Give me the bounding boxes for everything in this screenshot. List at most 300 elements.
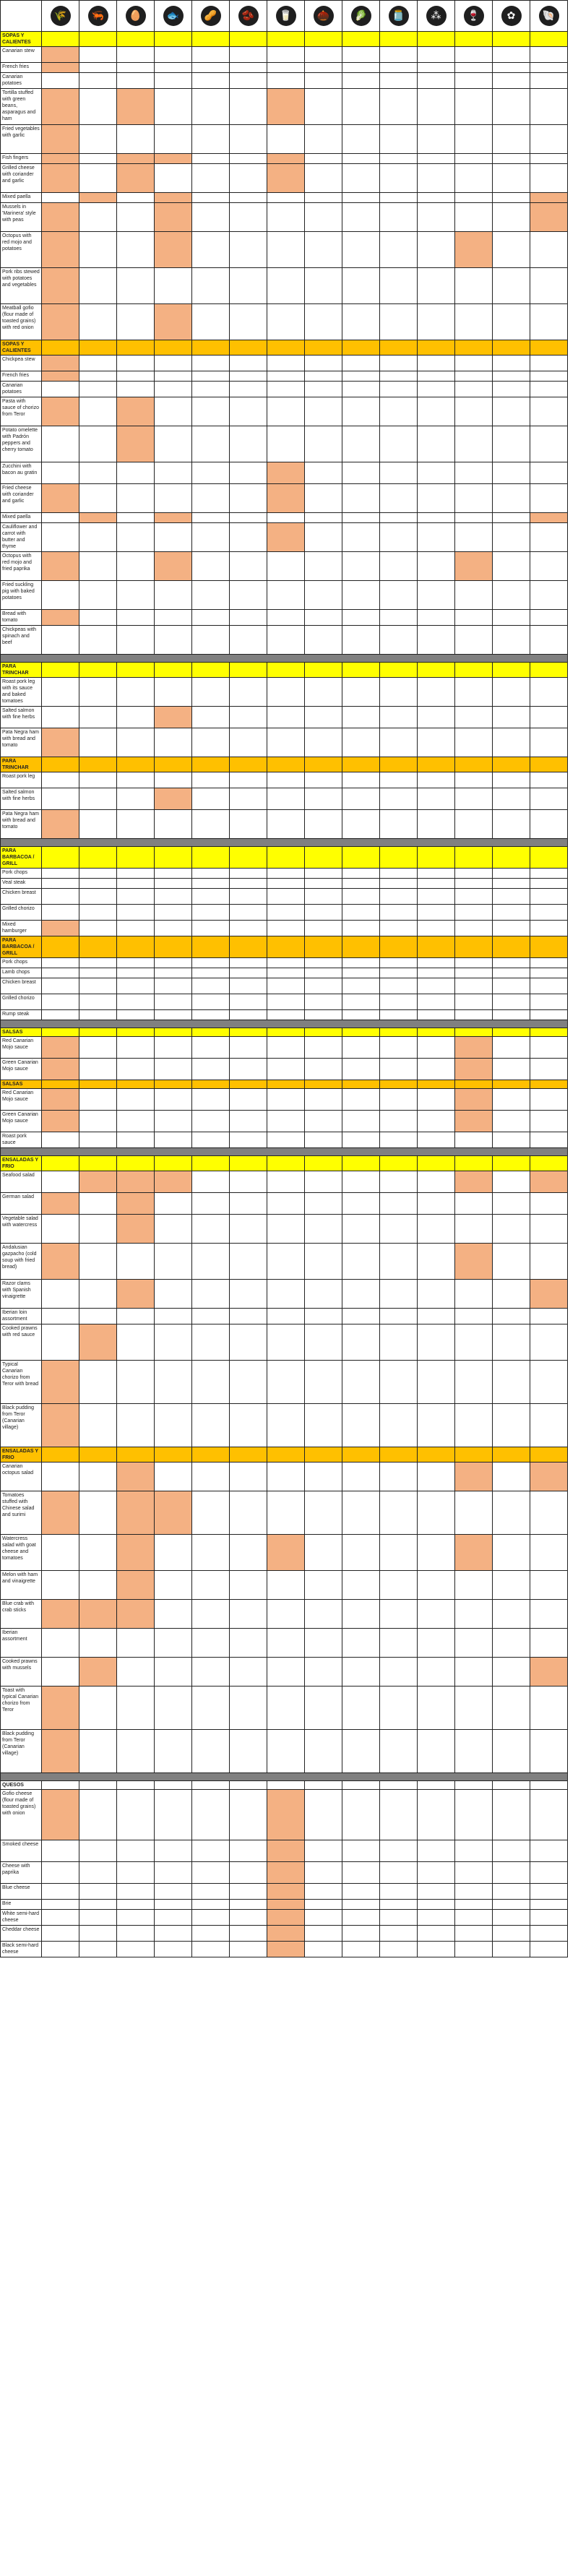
allergen-cell [418,382,455,397]
allergen-cell [342,1790,380,1840]
allergen-cell [305,921,342,936]
table-row [1,1463,568,1491]
allergen-cell [455,73,493,89]
allergen-cell [418,523,455,552]
allergen-cell [342,1571,380,1600]
table-row [1,304,568,340]
allergen-cell [530,47,568,63]
allergen-present-cell [267,462,305,484]
allergen-cell [230,89,267,125]
allergen-cell [418,426,455,462]
allergen-cell [230,1309,267,1324]
allergen-present-cell [42,1089,79,1111]
allergen-cell [117,869,155,879]
allergen-cell [117,921,155,936]
allergen-cell [267,1111,305,1132]
dish-name: Red Canarian Mojo sauce [1,1037,42,1059]
allergen-cell [305,371,342,382]
allergen-cell [305,1926,342,1942]
dish-name: Black pudding from Teror (Canarian village) [1,1730,42,1773]
allergen-cell [418,232,455,268]
dish-name: Lamb chops [1,968,42,978]
allergen-cell [117,371,155,382]
allergen-cell [305,462,342,484]
allergen-cell [230,1463,267,1491]
allergen-cell [530,356,568,371]
allergen-cell [305,1463,342,1491]
allergen-cell [305,1571,342,1600]
allergen-cell [455,382,493,397]
allergen-cell [192,1463,230,1491]
allergen-cell [530,772,568,788]
allergen-cell [230,1010,267,1020]
allergen-cell [342,232,380,268]
section-title: SALSAS [1,1028,42,1037]
allergen-cell [192,426,230,462]
allergen-cell [380,232,418,268]
allergen-present-cell [117,1491,155,1535]
allergen-cell [342,73,380,89]
allergen-cell [155,1910,192,1926]
allergen-cell [530,73,568,89]
allergen-cell [192,626,230,655]
allergen-cell [267,203,305,232]
allergen-cell [418,678,455,707]
allergen-cell [342,164,380,193]
allergen-cell [267,193,305,203]
allergen-present-cell [117,164,155,193]
allergen-cell [155,382,192,397]
allergen-cell [380,1089,418,1111]
allergen-cell [455,1309,493,1324]
table-row [1,1132,568,1148]
allergen-cell [455,1571,493,1600]
allergen-cell [380,1658,418,1687]
section-title: SOPAS Y CALIENTES [1,32,42,47]
allergen-cell [380,193,418,203]
allergen-cell [192,1571,230,1600]
allergen-cell [267,1059,305,1080]
allergen-cell [305,513,342,523]
allergen-cell [530,523,568,552]
allergen-cell [418,1730,455,1773]
allergen-cell [79,304,117,340]
allergen-cell [342,1942,380,1957]
allergen-cell [192,1600,230,1629]
allergen-cell [305,1404,342,1447]
allergen-cell [493,1010,530,1020]
allergen-cell [267,1132,305,1148]
dish-name: Melon with ham and vinaigrette [1,1571,42,1600]
allergen-cell [79,523,117,552]
allergen-cell [79,1404,117,1447]
allergen-cell [117,1926,155,1942]
allergen-cell [493,1884,530,1900]
allergen-cell [79,356,117,371]
allergen-cell [192,1171,230,1193]
allergen-cell [192,232,230,268]
allergen-cell [455,810,493,839]
allergen-cell [530,1629,568,1658]
allergen-present-cell [42,304,79,340]
allergen-cell [155,728,192,757]
allergen-cell [305,1324,342,1361]
allergen-cell [493,1790,530,1840]
allergen-cell [530,626,568,655]
dish-name: Watercress salad with goat cheese and tomatoes [1,1535,42,1571]
allergen-cell [192,1942,230,1957]
allergen-cell [493,678,530,707]
allergen-cell [230,1324,267,1361]
allergen-cell [418,1862,455,1884]
allergen-cell [230,810,267,839]
allergen-cell [155,1193,192,1215]
allergen-cell [117,203,155,232]
allergen-cell [530,154,568,164]
allergen-cell [342,1463,380,1491]
allergen-cell [267,1037,305,1059]
allergen-cell [530,268,568,304]
allergen-cell [155,1037,192,1059]
dish-name: Chickpeas with spinach and beef [1,626,42,655]
allergen-cell [155,63,192,73]
dish-name: Canarian stew [1,47,42,63]
allergen-cell [192,869,230,879]
allergen-present-cell [42,1244,79,1280]
allergen-cell [530,905,568,921]
allergen-cell [530,164,568,193]
dish-name: Tomatoes stuffed with Chinese salad and surimi [1,1491,42,1535]
allergen-cell [230,879,267,889]
allergen-cell [493,523,530,552]
allergen-cell [530,869,568,879]
allergen-cell [455,193,493,203]
allergen-cell [230,1535,267,1571]
allergen-cell [530,707,568,728]
allergen-cell [117,513,155,523]
allergen-cell [117,978,155,994]
section-title: PARA BARBACOA / GRILL [1,847,42,869]
allergen-cell [380,63,418,73]
allergen-cell [230,1840,267,1862]
allergen-cell [530,1790,568,1840]
allergen-cell [493,1910,530,1926]
allergen-present-cell [155,154,192,164]
dish-name: Grilled chorizo [1,905,42,921]
allergen-cell [530,484,568,513]
allergen-cell [418,1111,455,1132]
allergen-cell [455,397,493,426]
allergen-present-cell [155,304,192,340]
dish-name: French fries [1,371,42,382]
allergen-cell [418,304,455,340]
allergen-cell [493,484,530,513]
allergen-cell [380,728,418,757]
allergen-cell [192,73,230,89]
allergen-cell [493,203,530,232]
allergen-cell [42,1884,79,1900]
allergen-cell [267,552,305,581]
allergen-cell [192,1730,230,1773]
allergen-cell [155,1730,192,1773]
allergen-cell [79,889,117,905]
allergen-cell [42,426,79,462]
allergen-cell [305,1037,342,1059]
allergen-cell [42,772,79,788]
table-row [1,1571,568,1600]
allergen-cell [493,968,530,978]
allergen-present-cell [42,1193,79,1215]
allergen-present-cell [42,1730,79,1773]
allergen-cell [267,397,305,426]
allergen-cell [79,1059,117,1080]
allergen-cell [155,610,192,626]
allergen-cell [155,1244,192,1280]
allergen-cell [418,89,455,125]
allergen-cell [267,1491,305,1535]
dish-name: Roast pork leg with its sauce and baked tomatoes [1,678,42,707]
allergen-cell [230,1942,267,1957]
allergen-cell [380,1491,418,1535]
allergen-cell [305,958,342,968]
allergen-cell [230,889,267,905]
allergen-cell [493,905,530,921]
allergen-cell [493,232,530,268]
allergen-cell [305,772,342,788]
allergen-cell [342,772,380,788]
allergen-cell [380,552,418,581]
allergen-cell [305,1687,342,1730]
allergen-cell [305,232,342,268]
section-header [1,936,568,958]
allergen-cell [380,462,418,484]
allergen-cell [418,1535,455,1571]
allergen-cell [342,1926,380,1942]
allergen-cell [418,125,455,154]
allergen-present-cell [42,154,79,164]
allergen-cell [493,73,530,89]
allergen-cell [267,1629,305,1658]
allergen-cell [305,304,342,340]
allergen-present-cell [117,1600,155,1629]
allergen-cell [380,523,418,552]
allergen-present-cell [267,1862,305,1884]
allergen-present-cell [267,1942,305,1957]
allergen-cell [155,1840,192,1862]
allergen-cell [342,1361,380,1404]
dish-name: Andalusian gazpacho (cold soup with fried bread) [1,1244,42,1280]
allergen-cell [230,905,267,921]
allergen-present-cell [117,1193,155,1215]
allergen-cell [42,462,79,484]
allergen-cell [117,1790,155,1840]
allergen-cell [155,47,192,63]
allergen-cell [267,63,305,73]
allergen-cell [493,513,530,523]
allergen-cell [342,513,380,523]
allergen-cell [342,1280,380,1309]
allergen-cell [455,958,493,968]
allergen-cell [493,879,530,889]
allergen-cell [380,869,418,879]
allergen-cell [380,164,418,193]
allergen-cell [267,810,305,839]
allergen-present-cell [117,154,155,164]
allergen-cell [79,905,117,921]
allergen-cell [342,371,380,382]
allergen-cell [305,89,342,125]
table-row [1,1926,568,1942]
allergen-cell [192,1132,230,1148]
dish-name: Potato omelette with Padrón peppers and cherry tomato [1,426,42,462]
allergen-cell [42,958,79,968]
allergen-cell [117,707,155,728]
allergen-present-cell [42,397,79,426]
dish-name: Cooked prawns with mussels [1,1658,42,1687]
table-row [1,1324,568,1361]
allergen-cell [418,905,455,921]
allergen-cell [493,462,530,484]
allergen-cell [305,426,342,462]
allergen-cell [342,1862,380,1884]
allergen-cell [305,1730,342,1773]
allergen-cell [380,1942,418,1957]
allergen-cell [455,678,493,707]
allergen-cell [305,63,342,73]
allergen-cell [418,371,455,382]
allergen-cell [79,268,117,304]
allergen-cell [493,371,530,382]
allergen-cell [455,1942,493,1957]
dish-name: Rump steak [1,1010,42,1020]
allergen-cell [230,1280,267,1309]
allergen-cell [305,268,342,304]
allergen-cell [117,1059,155,1080]
allergen-cell [230,1132,267,1148]
allergen-cell [79,1687,117,1730]
allergen-cell [380,1404,418,1447]
allergen-cell [493,1926,530,1942]
allergen-cell [493,1900,530,1910]
allergen-cell [455,978,493,994]
allergen-header-cell [192,1,230,32]
allergen-cell [493,1658,530,1687]
allergen-cell [493,47,530,63]
allergen-cell [267,1010,305,1020]
allergen-cell [380,889,418,905]
allergen-cell [155,484,192,513]
allergen-cell [117,994,155,1010]
allergen-cell [42,1280,79,1309]
dish-name: Fried suckling pig with baked potatoes [1,581,42,610]
dish-name: Vegetable salad with watercress [1,1215,42,1244]
allergen-present-cell [42,484,79,513]
allergen-cell [42,193,79,203]
allergen-cell [230,426,267,462]
allergen-cell [79,994,117,1010]
allergen-cell [42,1862,79,1884]
allergen-cell [530,397,568,426]
table-row [1,707,568,728]
allergen-cell [493,193,530,203]
dish-name: Gofio cheese (flour made of toasted grains) with onion [1,1790,42,1840]
allergen-cell [117,304,155,340]
table-row [1,268,568,304]
table-row [1,1280,568,1309]
allergen-cell [42,1910,79,1926]
allergen-cell [530,304,568,340]
allergen-cell [418,1840,455,1862]
allergen-cell [192,125,230,154]
allergen-cell [305,626,342,655]
allergen-cell [79,426,117,462]
allergen-cell [455,304,493,340]
allergen-cell [267,889,305,905]
allergen-cell [380,921,418,936]
allergen-cell [530,788,568,810]
allergen-cell [79,1309,117,1324]
dish-name: Pata Negra ham with bread and tomato [1,810,42,839]
allergen-cell [380,1244,418,1280]
allergen-cell [79,1926,117,1942]
allergen-cell [192,382,230,397]
allergen-cell [455,371,493,382]
allergen-cell [192,462,230,484]
allergen-cell [455,581,493,610]
allergen-present-cell [42,1059,79,1080]
table-row [1,1491,568,1535]
allergen-cell [267,1463,305,1491]
table-row [1,994,568,1010]
allergen-cell [305,203,342,232]
allergen-cell [192,356,230,371]
allergen-present-cell [42,1790,79,1840]
allergen-cell [117,889,155,905]
allergen-cell [192,552,230,581]
allergen-present-cell [267,164,305,193]
dish-name: Roast pork leg [1,772,42,788]
allergen-cell [380,1132,418,1148]
allergen-header-cell [455,1,493,32]
allergen-present-cell [117,1463,155,1491]
allergen-cell [493,1600,530,1629]
allergen-cell [380,707,418,728]
allergen-cell [342,810,380,839]
allergen-present-cell [42,728,79,757]
allergen-cell [267,626,305,655]
dish-name: German salad [1,1193,42,1215]
dish-name: Green Canarian Mojo sauce [1,1111,42,1132]
allergen-header-cell [230,1,267,32]
allergen-cell [42,869,79,879]
allergen-present-cell [117,89,155,125]
allergen-cell [305,164,342,193]
allergen-present-cell [42,921,79,936]
allergen-cell [230,978,267,994]
allergen-cell [267,1089,305,1111]
allergen-cell [493,1862,530,1884]
allergen-cell [267,905,305,921]
allergen-cell [380,1629,418,1658]
allergen-cell [342,1324,380,1361]
allergen-cell [42,1658,79,1687]
dish-name: Cheddar cheese [1,1926,42,1942]
allergen-cell [493,89,530,125]
allergen-cell [530,1600,568,1629]
dish-name: Grilled chorizo [1,994,42,1010]
allergen-cell [342,994,380,1010]
allergen-cell [155,1059,192,1080]
